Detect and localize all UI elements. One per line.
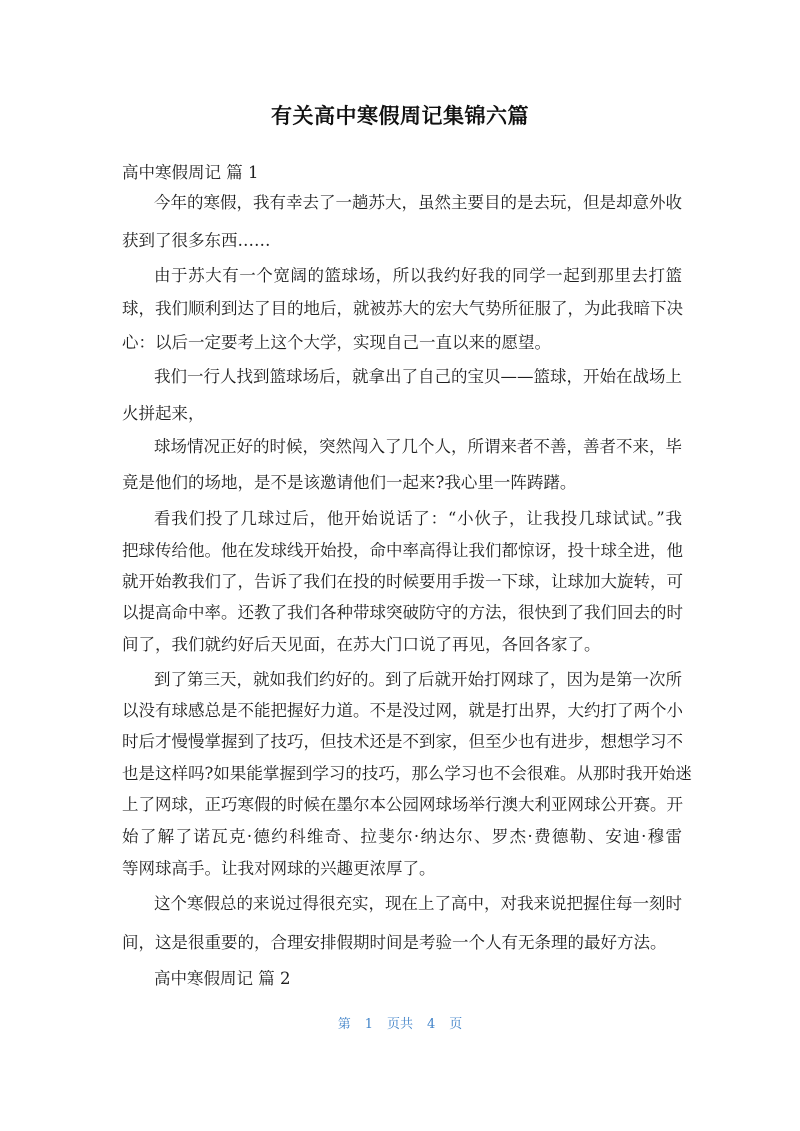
paragraph-line: 今年的寒假，我有幸去了一趟苏大，虽然主要目的是去玩，但是却意外收 — [154, 193, 682, 212]
page-total: 4 — [427, 1017, 436, 1032]
paragraph-line: 火拼起来， — [122, 404, 205, 423]
paragraph-line: 这个寒假总的来说过得很充实，现在上了高中，对我来说把握住每一刻时 — [154, 894, 682, 913]
paragraph-line: 间，这是很重要的，合理安排假期时间是考验一个人有无条理的最好方法。 — [122, 933, 667, 952]
paragraph-line: 我们一行人找到篮球场后，就拿出了自己的宝贝——篮球，开始在战场上 — [154, 367, 682, 386]
paragraph-line: 时后才慢慢掌握到了技巧，但技术还是不到家，但至少也有进步，想想学习不 — [122, 732, 683, 751]
page-current: 1 — [364, 1017, 373, 1032]
page-label: 第 — [337, 1017, 351, 1032]
paragraph-line: 以提高命中率。还教了我们各种带球突破防守的方法，很快到了我们回去的时 — [122, 603, 683, 622]
paragraph-line: 心：以后一定要考上这个大学，实现自己一直以来的愿望。 — [122, 333, 551, 352]
paragraph-line: 看我们投了几球过后，他开始说话了：“小伙子，让我投几球试试。”我 — [154, 509, 682, 528]
section-heading: 高中寒假周记 篇 2 — [154, 969, 291, 988]
paragraph-line: 以没有球感总是不能把握好力道。不是没过网，就是打出界，大约打了两个小 — [122, 701, 683, 720]
paragraph-line: 由于苏大有一个宽阔的篮球场，所以我约好我的同学一起到那里去打篮 — [154, 266, 682, 285]
paragraph-line: 也是这样吗?如果能掌握到学习的技巧，那么学习也不会很难。从那时我开始迷 — [122, 764, 692, 783]
page-end-label: 页 — [449, 1017, 463, 1032]
paragraph-line: 到了第三天，就如我们约好的。到了后就开始打网球了，因为是第一次所 — [154, 670, 682, 689]
paragraph-line: 始了解了诺瓦克·德约科维奇、拉斐尔·纳达尔、罗杰·费德勒、安迪·穆雷 — [122, 827, 682, 846]
paragraph-line: 等网球高手。让我对网球的兴趣更浓厚了。 — [122, 859, 436, 878]
document-title: 有关高中寒假周记集锦六篇 — [271, 104, 529, 128]
paragraph-line: 竟是他们的场地，是不是该邀请他们一起来?我心里一阵踌躇。 — [122, 473, 577, 492]
section-heading: 高中寒假周记 篇 1 — [122, 163, 259, 182]
paragraph-line: 间了，我们就约好后天见面，在苏大门口说了再见，各回各家了。 — [122, 635, 601, 654]
paragraph-line: 获到了很多东西…… — [122, 231, 271, 250]
page-footer — [0, 1013, 800, 1032]
paragraph-line: 就开始教我们了，告诉了我们在投的时候要用手拨一下球，让球加大旋转，可 — [122, 572, 683, 591]
paragraph-line: 上了网球，正巧寒假的时候在墨尔本公园网球场举行澳大利亚网球公开赛。开 — [122, 795, 683, 814]
paragraph-line: 球，我们顺利到达了目的地后，就被苏大的宏大气势所征服了，为此我暗下决 — [122, 299, 683, 318]
page-mid-label: 页共 — [386, 1017, 413, 1032]
paragraph-line: 球场情况正好的时候，突然闯入了几个人，所谓来者不善，善者不来，毕 — [154, 437, 682, 456]
paragraph-line: 把球传给他。他在发球线开始投，命中率高得让我们都惊讶，投十球全进，他 — [122, 541, 683, 560]
